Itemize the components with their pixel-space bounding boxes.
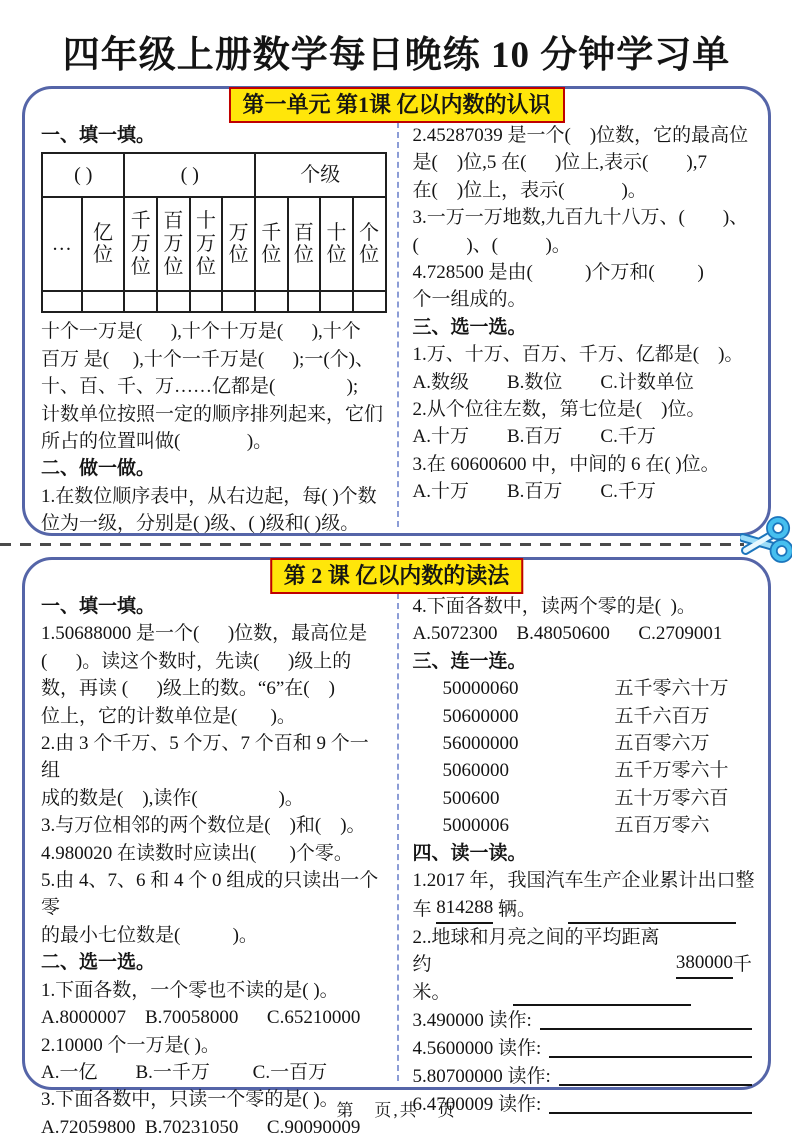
text-line: 十个一万是( ),十个十万是( ),十个 (41, 321, 361, 343)
text-line: 1.50688000 是一个( )位数，最高位是 (41, 623, 368, 645)
match-reading: 五千零六十万 (614, 678, 729, 700)
text-line: 位上，它的计数单位是( )。 (41, 705, 296, 727)
answer-blank (540, 1006, 752, 1030)
option-line: A.一亿 B.一千万 C.一百万 (41, 1061, 328, 1083)
exercise-2-title: 二、选一选。 (41, 952, 156, 974)
match-row (413, 675, 757, 702)
text-segment: 2..地球和月亮之间的平均距离约 (412, 926, 660, 976)
answer-blank (568, 900, 736, 924)
text-line: 位为一级，分别是( )级、( )级和( )级。 (41, 513, 360, 535)
text-line: 是( )位,5 在( )位上,表示( ),7 (412, 152, 707, 174)
read-aloud-item (413, 1062, 757, 1090)
text-segment: 车 (412, 899, 437, 921)
table-col-cell: 十万位 (190, 197, 223, 291)
place-value-table (41, 152, 387, 313)
match-row (413, 812, 757, 839)
table-col-cell: 百位 (288, 197, 321, 291)
table-col-cell: 万位 (222, 197, 255, 291)
text-segment: 千 (732, 926, 752, 976)
text-line: ( )、( )。 (412, 234, 571, 256)
table-empty-cell (353, 291, 386, 312)
text-line: 百万 是( ),十个一千万是( );一(个)、 (41, 348, 374, 370)
text-line: 3.与万位相邻的两个数位是( )和( )。 (41, 815, 366, 837)
text-line: 5.由 4、7、6 和 4 个 0 组成的只读出一个零 (41, 870, 379, 919)
option-line: A.十万 B.百万 C.千万 (412, 426, 656, 448)
underlined-number: 814288 (436, 894, 493, 923)
text-line: 2.由 3 个千万、5 个万、7 个百和 9 个一组 (41, 733, 369, 782)
section-2-header: 第 2 课 亿以内数的读法 (270, 558, 524, 594)
text-line: 的最小七位数是( )。 (41, 924, 258, 946)
read-aloud-item (413, 1034, 757, 1062)
text-line: 1.万、十万、百万、千万、亿都是( )。 (412, 344, 744, 366)
text-line: 成的数是( ),读作( )。 (41, 787, 304, 809)
match-reading: 五百万零六 (614, 815, 710, 837)
text-segment: 辆。 (493, 899, 537, 921)
table-col-cell: 百万位 (157, 197, 190, 291)
table-col-cell: 亿位 (82, 197, 125, 291)
table-empty-cell (190, 291, 223, 312)
section-1-right-column (399, 122, 757, 527)
text-line: 1.2017 年，我国汽车生产企业累计出口整 (412, 870, 755, 892)
text-line: 个一组成的。 (412, 289, 527, 311)
match-number: 50600000 (442, 705, 519, 727)
underlined-number: 380000 (676, 949, 733, 978)
text-line: 1.下面各数，一个零也不读的是( )。 (41, 979, 339, 1001)
match-reading: 五千六百万 (614, 705, 710, 727)
option-line: A.十万 B.百万 C.千万 (412, 481, 656, 503)
table-group-cell: ( ) (124, 153, 255, 197)
section-1-left-column (41, 122, 399, 535)
answer-blank (559, 1062, 752, 1086)
match-row (413, 785, 757, 812)
exercise-1-title: 一、填一填。 (41, 125, 156, 146)
table-empty-cell (157, 291, 190, 312)
option-line: A.5072300 B.48050600 C.2709001 (412, 623, 723, 645)
text-line: 十、百、千、万……亿都是( ); (41, 376, 359, 398)
text-line (413, 894, 757, 923)
text-line: 2.45287039 是一个( )位数，它的最高位 (412, 125, 749, 146)
option-line: A.8000007 B.70058000 C.65210000 (41, 1007, 361, 1029)
table-group-cell: 个级 (255, 153, 386, 197)
match-row (413, 730, 757, 757)
match-number: 56000000 (442, 733, 519, 755)
text-line: 3.在 60600600 中，中间的 6 在( )位。 (412, 453, 720, 475)
cut-line (0, 543, 744, 546)
match-number: 500600 (442, 787, 500, 809)
section-2-right-column (399, 593, 757, 1115)
table-empty-cell (255, 291, 288, 312)
text-line: 计数单位按照一定的顺序排列起来，它们 (41, 403, 384, 425)
answer-blank (549, 1034, 752, 1058)
table-col-cell: 个位 (353, 197, 386, 291)
text-line: 在( )位上，表示( )。 (412, 179, 647, 201)
text-segment: 米。 (412, 981, 451, 1003)
table-empty-cell (288, 291, 321, 312)
table-col-cell: 十位 (320, 197, 353, 291)
match-row (413, 703, 757, 730)
text-line: 2.从个位往左数，第七位是( )位。 (412, 399, 706, 421)
exercise-3-title: 三、选一选。 (412, 316, 527, 338)
match-reading: 五百零六万 (614, 733, 710, 755)
section-1-header: 第一单元 第1课 亿以内数的认识 (228, 87, 564, 123)
exercise-3-title: 三、连一连。 (412, 650, 527, 672)
match-number: 5060000 (442, 760, 509, 782)
text-line: 4.728500 是由( )个万和( ) (412, 262, 704, 284)
page-footer: 第 页,共 页 (336, 1101, 457, 1120)
table-col-cell: … (42, 197, 82, 291)
table-empty-cell (82, 291, 125, 312)
match-row (413, 757, 757, 784)
match-number: 5000006 (442, 815, 509, 837)
text-line: 4.980020 在读数时应读出( )个零。 (41, 842, 353, 864)
option-line: A.数级 B.数位 C.计数单位 (412, 371, 694, 393)
option-line: A.72059800 B.70231050 C.90090009 (41, 1116, 361, 1138)
page-title: 四年级上册数学每日晚练 10 分钟学习单 (62, 35, 731, 76)
read-aloud-label: 3.490000 读作: (412, 1009, 532, 1031)
match-reading: 五十万零六百 (614, 787, 729, 809)
table-empty-cell (42, 291, 82, 312)
text-line (413, 924, 757, 979)
text-line: ( )。读这个数时，先读( )级上的 (41, 650, 352, 672)
match-number: 50000060 (442, 678, 519, 700)
text-line (413, 979, 757, 1006)
text-line: 1.在数位顺序表中，从右边起，每( )个数 (41, 485, 377, 507)
table-group-cell: ( ) (42, 153, 124, 197)
text-line: 数，再读 ( )级上的数。“6”在( ) (41, 678, 335, 700)
read-aloud-label: 4.5600000 读作: (412, 1037, 542, 1059)
table-empty-cell (320, 291, 353, 312)
answer-blank (513, 982, 691, 1006)
table-col-cell: 千位 (255, 197, 288, 291)
text-line: 2.10000 个一万是( )。 (41, 1034, 220, 1056)
read-aloud-label: 6.4700009 读作: (412, 1093, 542, 1115)
table-empty-cell (124, 291, 157, 312)
table-empty-cell (222, 291, 255, 312)
match-reading: 五千万零六十 (614, 760, 729, 782)
text-line: 3.一万一万地数,九百九十八万、( )、 (412, 207, 749, 229)
read-aloud-label: 5.80700000 读作: (412, 1065, 551, 1087)
text-line: 所占的位置叫做( )。 (41, 431, 273, 453)
exercise-1-title: 一、填一填。 (41, 596, 156, 617)
text-line: 3.下面各数中，只读一个零的是( )。 (41, 1089, 339, 1111)
exercise-2-title: 二、做一做。 (41, 458, 156, 480)
table-col-cell: 千万位 (124, 197, 157, 291)
read-aloud-item (413, 1006, 757, 1034)
exercise-4-title: 四、读一读。 (412, 842, 527, 864)
text-line: 4.下面各数中，读两个零的是( )。 (412, 596, 696, 617)
worksheet-section-1 (22, 86, 771, 536)
